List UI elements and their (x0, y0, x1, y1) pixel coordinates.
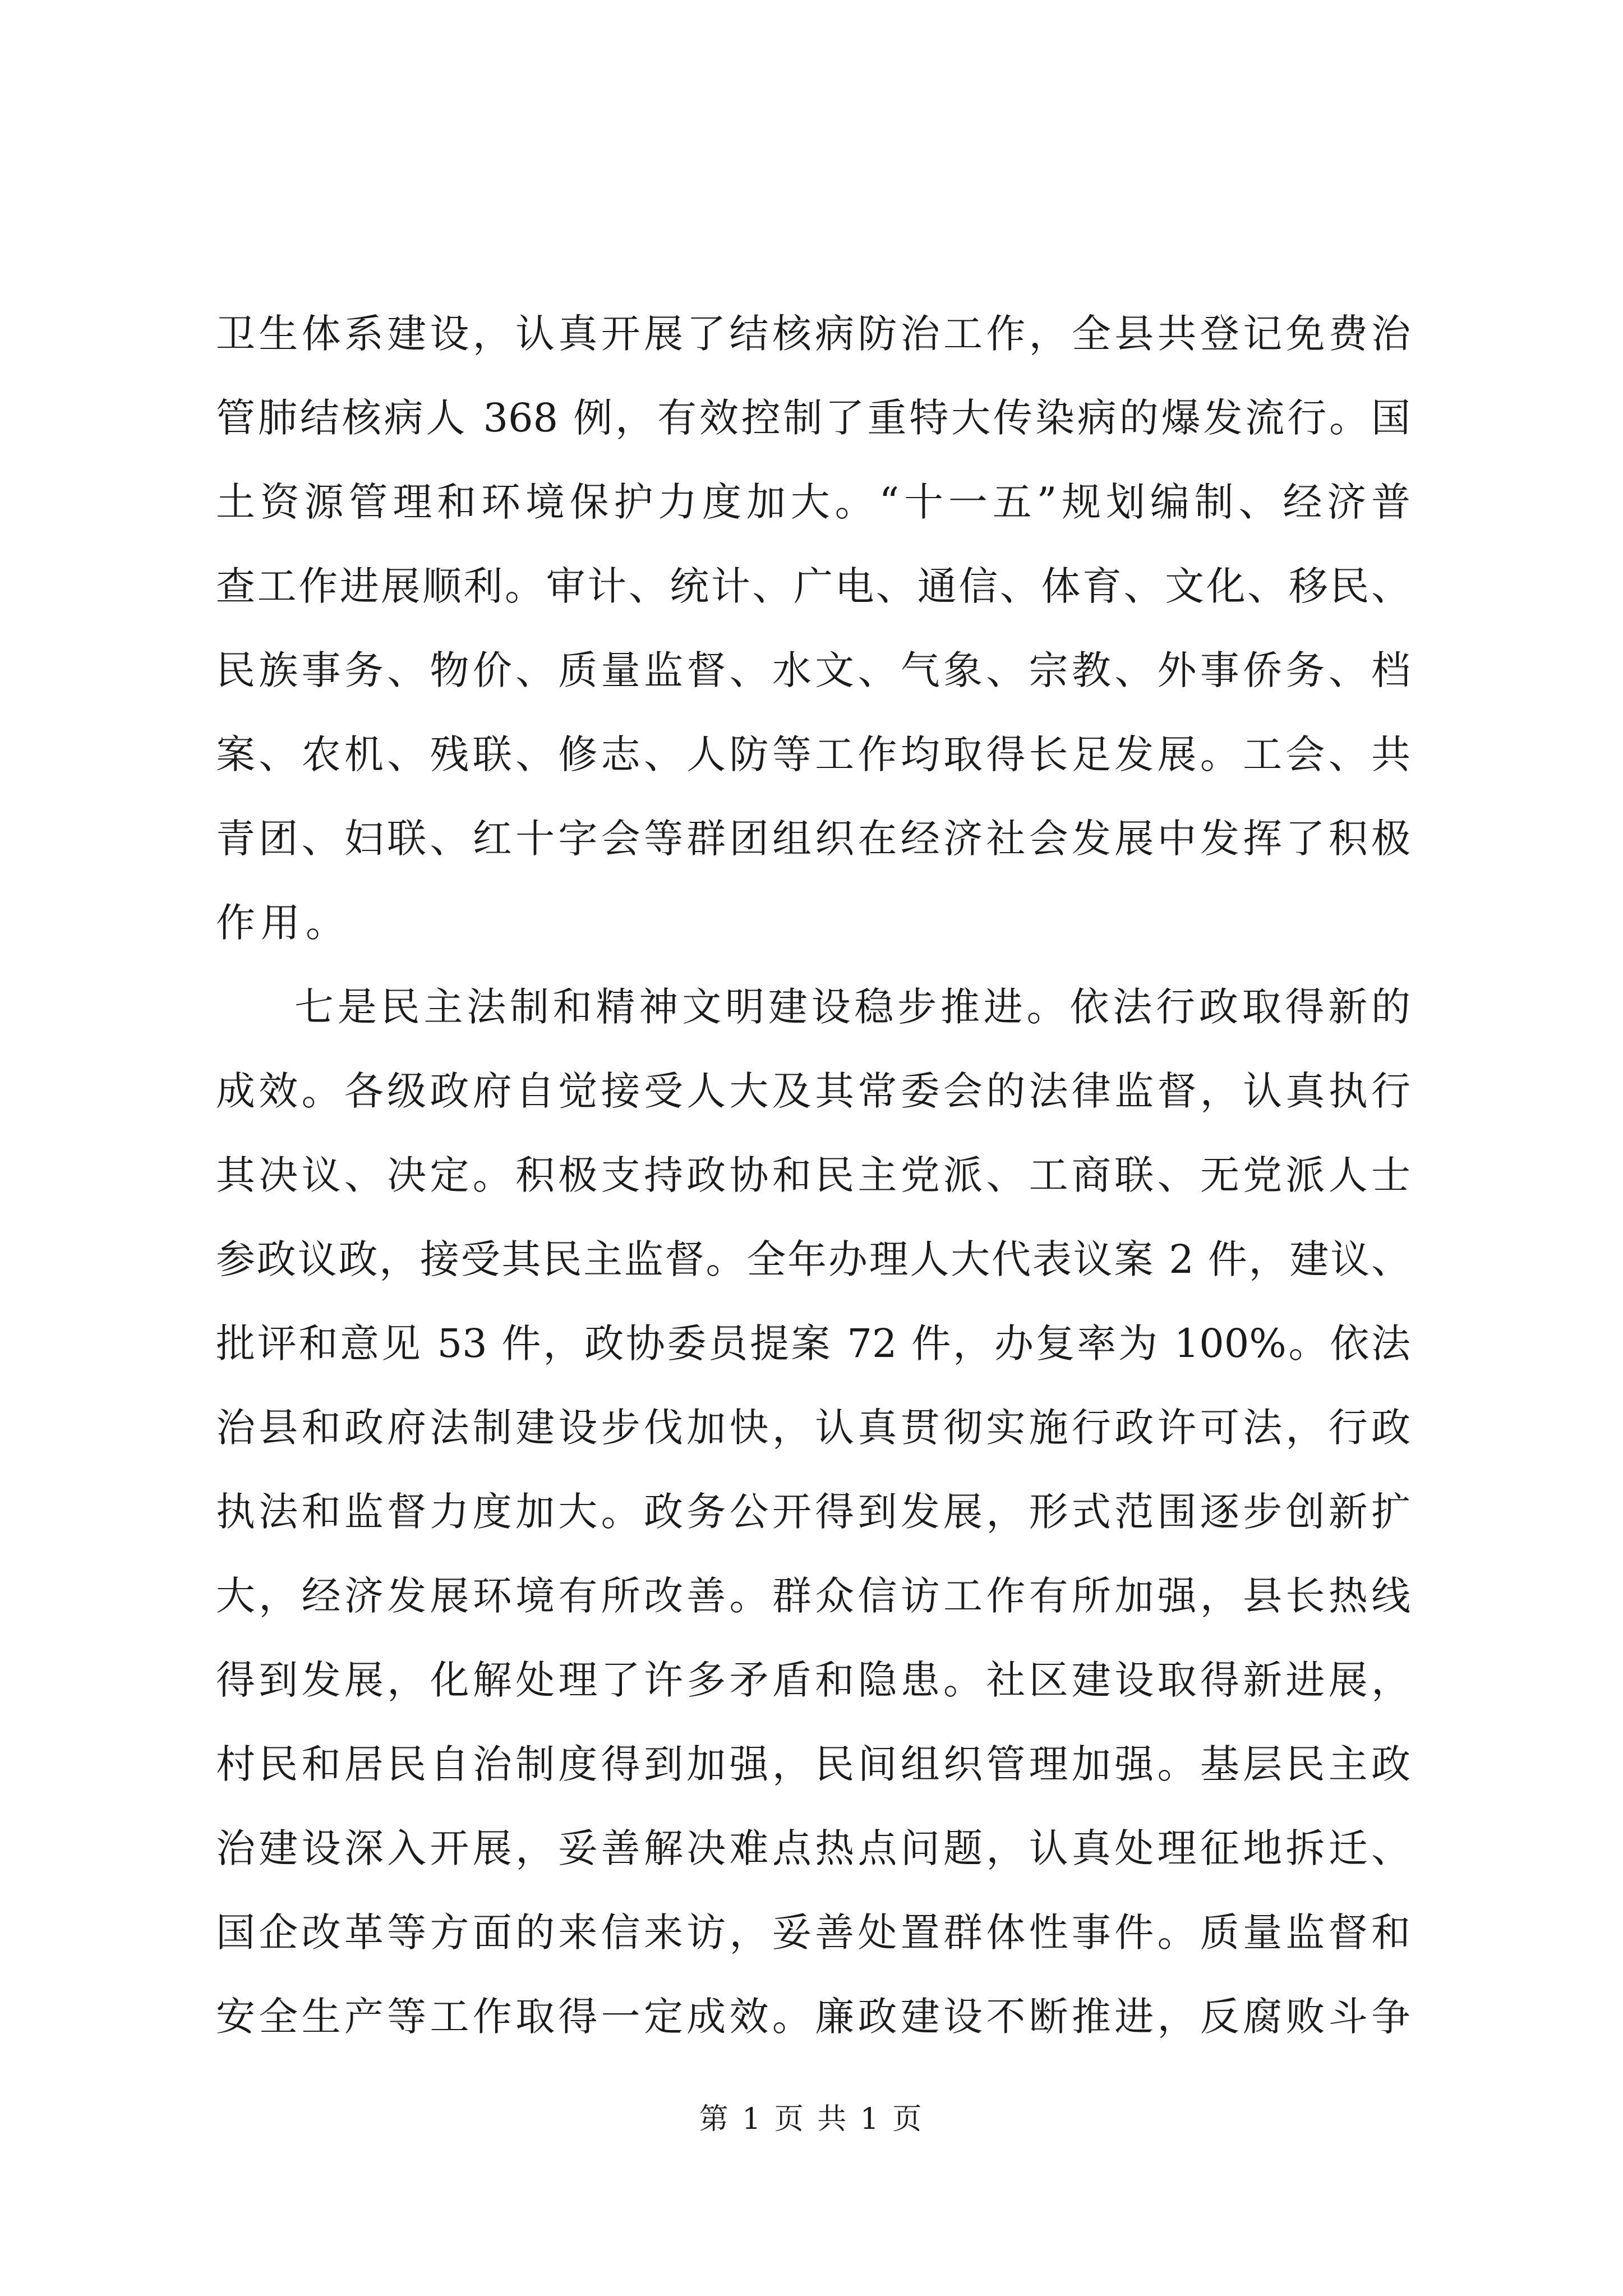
paragraph-first-line: 七是民主法制和精神文明建设稳步推进。依法行政取得新的 (294, 984, 1410, 1030)
text-line: 国企改革等方面的来信来访，妥善处置群体性事件。质量监督和 (216, 1910, 1410, 1955)
text-line: 批评和意见 53 件，政协委员提案 72 件，办复率为 100%。依法 (216, 1320, 1410, 1366)
text-line: 其决议、决定。积极支持政协和民主党派、工商联、无党派人士 (216, 1152, 1410, 1198)
text-line: 管肺结核病人 368 例，有效控制了重特大传染病的爆发流行。国 (216, 395, 1410, 441)
text-line: 查工作进展顺利。审计、统计、广电、通信、体育、文化、移民、 (216, 563, 1410, 609)
text-line: 治建设深入开展，妥善解决难点热点问题，认真处理征地拆迁、 (216, 1825, 1410, 1871)
text-line: 成效。各级政府自觉接受人大及其常委会的法律监督，认真执行 (216, 1068, 1410, 1114)
page-number-footer: 第 1 页 共 1 页 (699, 2102, 924, 2136)
text-line: 参政议政，接受其民主监督。全年办理人大代表议案 2 件，建议、 (216, 1236, 1410, 1282)
text-line: 执法和监督力度加大。政务公开得到发展，形式范围逐步创新扩 (216, 1489, 1410, 1535)
text-line: 作用。 (216, 900, 351, 946)
text-line: 村民和居民自治制度得到加强，民间组织管理加强。基层民主政 (216, 1741, 1410, 1787)
text-line: 案、农机、残联、修志、人防等工作均取得长足发展。工会、共 (216, 731, 1410, 777)
text-line: 青团、妇联、红十字会等群团组织在经济社会发展中发挥了积极 (216, 816, 1410, 862)
text-line: 安全生产等工作取得一定成效。廉政建设不断推进，反腐败斗争 (216, 1994, 1410, 2040)
text-line: 卫生体系建设，认真开展了结核病防治工作，全县共登记免费治 (216, 311, 1410, 357)
text-line: 得到发展，化解处理了许多矛盾和隐患。社区建设取得新进展， (216, 1657, 1410, 1703)
text-line: 治县和政府法制建设步伐加快，认真贯彻实施行政许可法，行政 (216, 1405, 1410, 1451)
text-line: 大，经济发展环境有所改善。群众信访工作有所加强，县长热线 (216, 1573, 1410, 1619)
text-line: 土资源管理和环境保护力度加大。“十一五”规划编制、经济普 (216, 479, 1410, 525)
text-line: 民族事务、物价、质量监督、水文、气象、宗教、外事侨务、档 (216, 647, 1410, 693)
